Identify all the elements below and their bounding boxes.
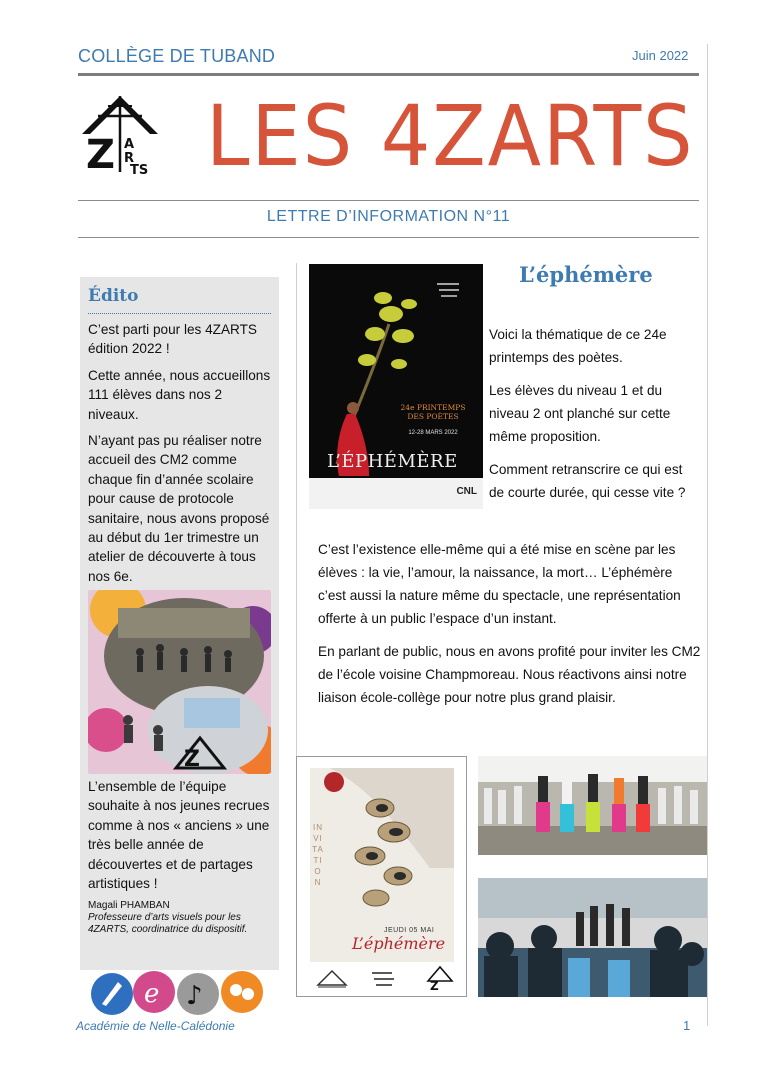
article-paragraph: Voici la thématique de ce 24e printemps des poètes. [489, 327, 667, 365]
svg-text:Z: Z [430, 979, 439, 991]
page-edge-rule [707, 44, 708, 1026]
edito-paragraph: N’ayant pas pu réaliser notre accueil des CM2 comme chaque fin d’année scolaire pour cause de protocole sanitaire, nous avons proposé au début du 1er trimestre un atelier de découverte à tous nos 6e. [88, 433, 270, 584]
article-paragraph: C’est l’existence elle-même qui a été mise en scène par les élèves : la vie, l’amour, la naissance, la mort… L’éphémère c’est aussi la nature même du spectacle, une représentation offerte à un public l’espace d’un instant. [318, 542, 681, 626]
invitation-title: L’éphémère [352, 934, 446, 953]
article-body [318, 538, 702, 719]
newsletter-rule-top [78, 200, 699, 201]
edito-body [88, 320, 274, 593]
article-title: L’éphémère [519, 262, 653, 287]
svg-text:Z: Z [86, 132, 116, 176]
edito-title: Édito [88, 286, 139, 306]
edito-paragraph: Cette année, nous accueillons 111 élèves dans nos 2 niveaux. [88, 367, 271, 422]
newsletter-number: LETTRE D’INFORMATION N°11 [266, 208, 511, 225]
signature-role: Professeure d’arts visuels pour les 4ZARTS, coordinatrice du dispositif. [88, 912, 248, 935]
article-intro [489, 323, 701, 514]
performance-photo-1 [478, 756, 707, 855]
invitation-date: JEUDI 05 MAI [384, 927, 435, 934]
edito-paragraph: C’est parti pour les 4ZARTS édition 2022 ! [88, 322, 257, 357]
invitation-logos [312, 963, 458, 991]
header-rule [78, 73, 699, 76]
newsletter-rule-bottom [78, 237, 699, 238]
invitation-vertical-text: INVITATION [312, 823, 324, 887]
issue-date: Juin 2022 [632, 48, 689, 63]
page-number: 1 [683, 1018, 691, 1033]
school-name: COLLÈGE DE TUBAND [78, 46, 276, 66]
article-paragraph: Comment retranscrire ce qui est de courte durée, qui cesse vite ? [489, 462, 686, 500]
poster-edition: 24e PRINTEMPS DES POÈTES [400, 403, 466, 421]
footer-academy: Académie de Nelle-Calédonie [76, 1019, 235, 1033]
masthead-title: LES 4ZARTS [206, 87, 695, 185]
edito-divider [88, 313, 271, 314]
arts-icons [88, 970, 268, 1018]
svg-text:Z: Z [184, 747, 200, 772]
article-paragraph: Les élèves du niveau 1 et du niveau 2 ont planché sur cette même proposition. [489, 383, 671, 444]
edito-closing: L’ensemble de l’équipe souhaite à nos jeunes recrues comme à nos « anciens » une très belle année de découvertes et de partages artistiques ! [88, 779, 270, 892]
svg-text:R: R [124, 151, 135, 166]
poster-title: L’ÉPHÉMÈRE [327, 451, 458, 472]
column-divider [296, 263, 297, 758]
signature-name: Magali PHAMBAN [88, 900, 170, 911]
printemps-poster [309, 264, 483, 509]
4zarts-logo [78, 92, 162, 176]
article-paragraph: En parlant de public, nous en avons profité pour inviter les CM2 de l’école voisine Champmoreau. Nous réactivons ainsi notre liaison école-collège pour notre plus grand plaisir. [318, 644, 701, 705]
svg-text:♪: ♪ [186, 981, 203, 1011]
performance-photo-2 [478, 878, 707, 997]
workshop-photo [88, 590, 271, 774]
svg-text:e: e [144, 979, 160, 1009]
poster-partner: CNL [456, 486, 477, 497]
svg-text:TS: TS [130, 163, 149, 176]
poster-partners-strip [309, 478, 483, 509]
invitation-vertical-label [312, 822, 324, 888]
poster-dates: 12-28 MARS 2022 [408, 430, 458, 436]
svg-text:A: A [124, 137, 135, 152]
